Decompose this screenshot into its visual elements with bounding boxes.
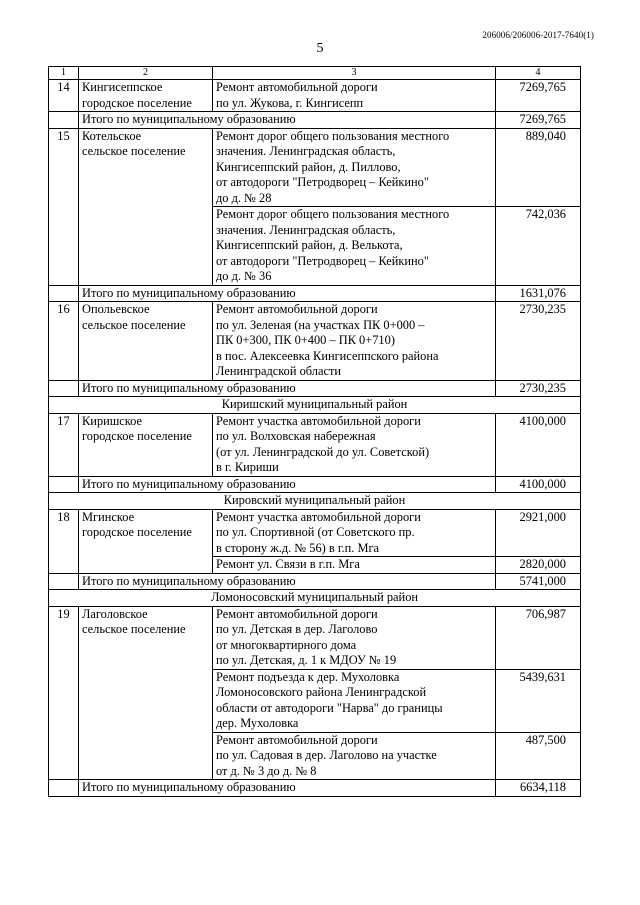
work-description: Ремонт дорог общего пользования местного значения. Ленинградская область, Кингисеппский район, д. Велькота, от автодороги "Петродворец – Кейкино" до д. № 36 [216,207,450,283]
work-description-cell [213,557,496,574]
row-number: 17 [49,413,79,476]
table-row [49,509,581,557]
total-label: Итого по муниципальному образованию [79,112,496,129]
table-row [49,80,581,112]
work-amount: 487,500 [496,732,581,780]
total-row-blank-cell [49,476,79,493]
municipality-name: Киришское городское поселение [82,413,192,443]
work-amount: 742,036 [496,207,581,286]
total-label: Итого по муниципальному образованию [79,285,496,302]
total-label: Итого по муниципальному образованию [79,380,496,397]
work-amount: 889,040 [496,128,581,207]
work-description-cell [213,413,496,476]
municipality-cell [79,413,213,476]
total-label: Итого по муниципальному образованию [79,780,496,797]
total-row-blank-cell [49,780,79,797]
work-description-cell [213,606,496,669]
work-description: Ремонт автомобильной дороги по ул. Зеленая (на участках ПК 0+000 – ПК 0+300, ПК 0+400 – ПК 0+710) в пос. Алексеевка Кингисеппского района Ленинградской области [216,302,439,378]
total-row-blank-cell [49,573,79,590]
column-header-row [49,67,581,80]
row-number: 16 [49,302,79,381]
work-description-cell [213,302,496,381]
work-description: Ремонт автомобильной дороги по ул. Детская в дер. Лаголово от многоквартирного дома по ул. Детская, д. 1 к МДОУ № 19 [216,606,397,667]
work-amount: 2730,235 [496,302,581,381]
work-amount: 706,987 [496,606,581,669]
page-number: 5 [316,41,324,56]
total-amount: 5741,000 [496,573,581,590]
funding-table [48,66,581,797]
work-description: Ремонт подъезда к дер. Мухоловка Ломоносовского района Ленинградской области от автодороги "Нарва" до границы дер. Мухоловка [216,669,443,730]
row-number: 18 [49,509,79,573]
row-number: 19 [49,606,79,780]
work-description: Ремонт автомобильной дороги по ул. Садовая в дер. Лаголово на участке от д. № 3 до д. № 8 [216,732,437,778]
table-row [49,128,581,207]
total-row [49,780,581,797]
row-number: 14 [49,80,79,112]
district-header-row [49,493,581,510]
total-label: Итого по муниципальному образованию [79,476,496,493]
work-description: Ремонт участка автомобильной дороги по ул. Спортивной (от Советского пр. в сторону ж.д. № 56) в г.п. Мга [216,509,421,555]
total-row [49,476,581,493]
work-amount: 2921,000 [496,509,581,557]
table-body [49,80,581,797]
district-name: Киришский муниципальный район [49,397,581,414]
column-header-3: 3 [213,67,496,80]
work-description: Ремонт участка автомобильной дороги по ул. Волховская набережная (от ул. Ленинградской до ул. Советской) в г. Кириши [216,413,430,474]
work-amount: 2820,000 [496,557,581,574]
district-name: Ломоносовский муниципальный район [49,590,581,607]
total-amount: 2730,235 [496,380,581,397]
column-header-1: 1 [49,67,79,80]
district-header-row [49,397,581,414]
work-description-cell [213,207,496,286]
table-row [49,413,581,476]
total-row [49,285,581,302]
work-amount: 5439,631 [496,669,581,732]
work-description: Ремонт ул. Связи в г.п. Мга [216,557,360,571]
table-row [49,606,581,669]
total-row-blank-cell [49,285,79,302]
municipality-cell [79,80,213,112]
column-header-4: 4 [496,67,581,80]
municipality-cell [79,128,213,285]
municipality-name: Кингисеппское городское поселение [82,80,192,110]
total-row-blank-cell [49,380,79,397]
municipality-name: Котельское сельское поселение [82,128,186,158]
total-row [49,112,581,129]
total-row [49,573,581,590]
work-amount: 7269,765 [496,80,581,112]
district-name: Кировский муниципальный район [49,493,581,510]
total-amount: 1631,076 [496,285,581,302]
work-description-cell [213,509,496,557]
row-number: 15 [49,128,79,285]
work-description-cell [213,80,496,112]
municipality-cell [79,606,213,780]
column-header-2: 2 [79,67,213,80]
total-row [49,380,581,397]
total-amount: 4100,000 [496,476,581,493]
work-description-cell [213,128,496,207]
municipality-name: Лаголовское сельское поселение [82,606,186,636]
work-description-cell [213,732,496,780]
total-row-blank-cell [49,112,79,129]
total-label: Итого по муниципальному образованию [79,573,496,590]
work-description: Ремонт дорог общего пользования местного значения. Ленинградская область, Кингисеппский район, д. Пиллово, от автодороги "Петродворец – Кейкино" до д. № 28 [216,128,450,205]
municipality-name: Мгинское городское поселение [82,509,192,539]
municipality-cell [79,302,213,381]
document-code: 206006/206006-2017-7640(1) [482,30,594,40]
total-amount: 6634,118 [496,780,581,797]
work-amount: 4100,000 [496,413,581,476]
table-row [49,302,581,381]
work-description-cell [213,669,496,732]
work-description: Ремонт автомобильной дороги по ул. Жукова, г. Кингисепп [216,80,378,110]
district-header-row [49,590,581,607]
total-amount: 7269,765 [496,112,581,129]
municipality-name: Опольевское сельское поселение [82,302,186,332]
municipality-cell [79,509,213,573]
